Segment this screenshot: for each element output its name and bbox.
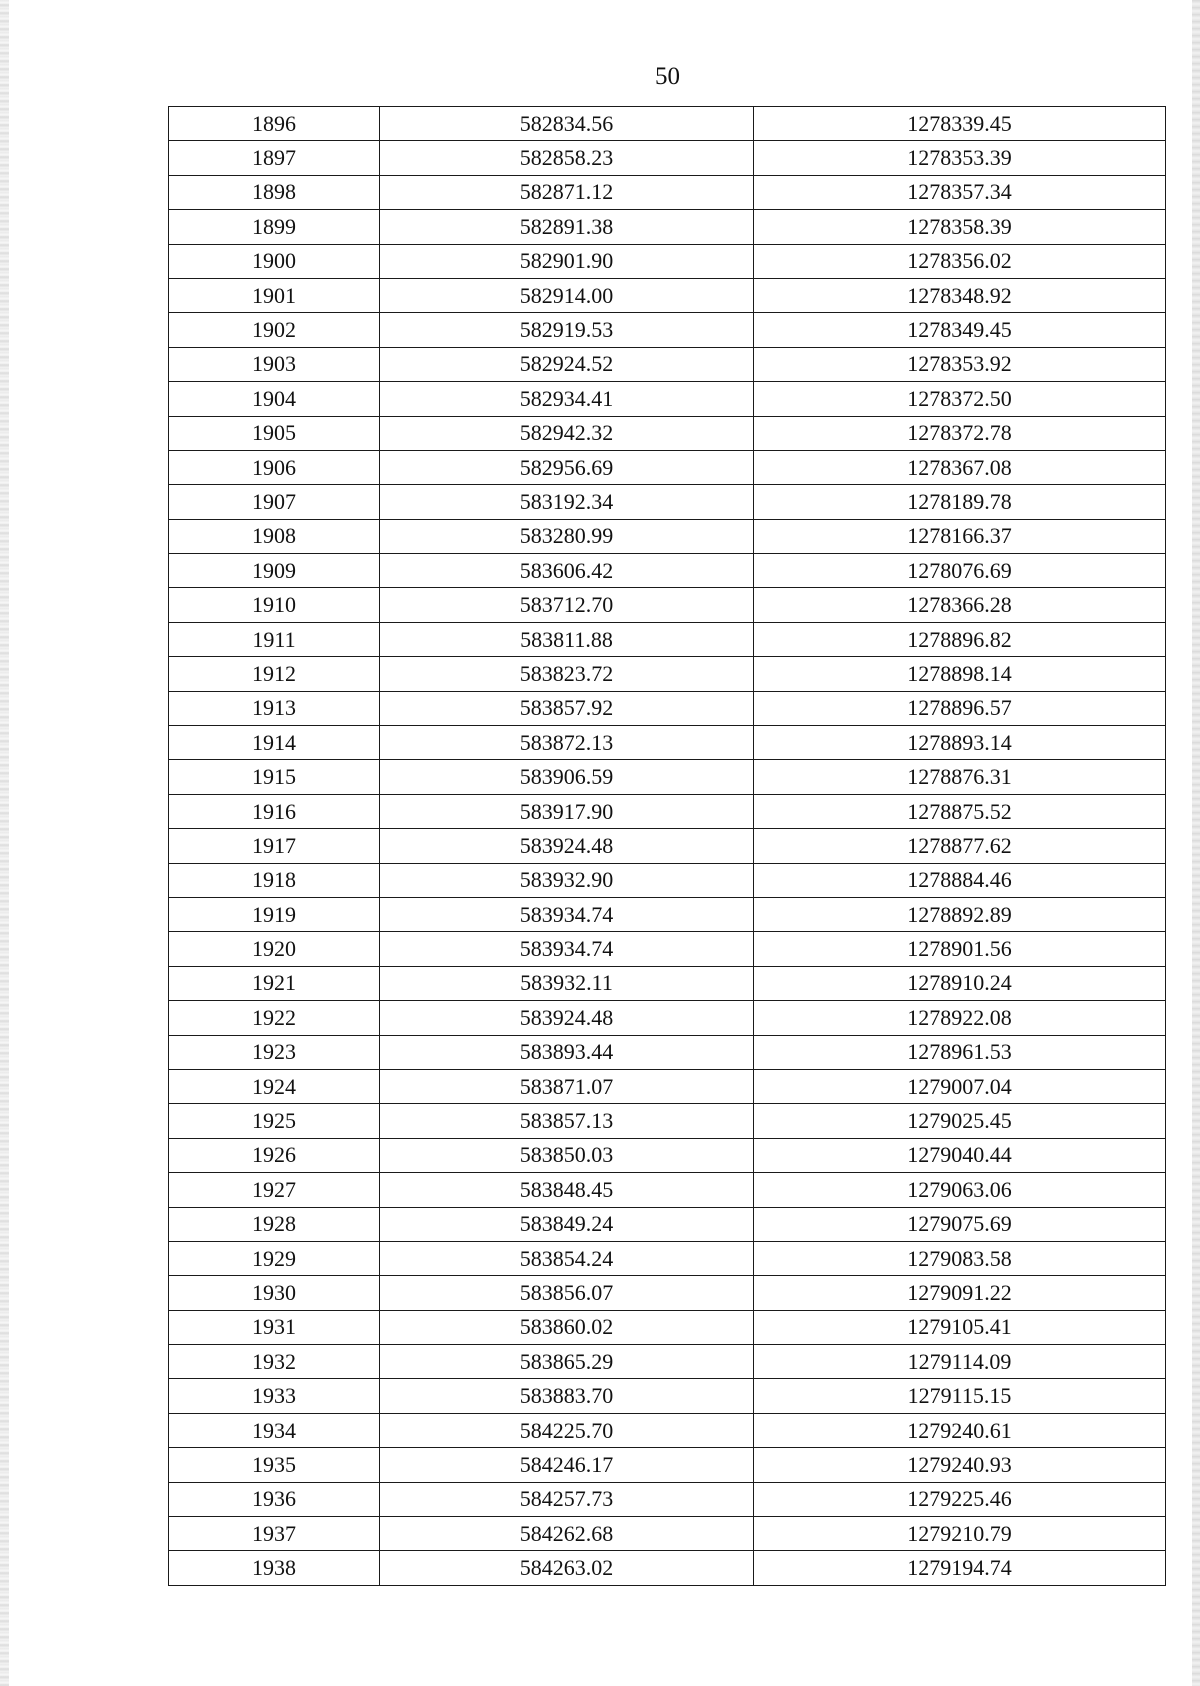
point-number-cell: 1928 <box>169 1207 380 1241</box>
coordinates-table <box>168 106 1166 1586</box>
y-coordinate-cell: 1278372.50 <box>754 382 1166 416</box>
y-coordinate-cell: 1278896.57 <box>754 691 1166 725</box>
table-row <box>169 519 1166 553</box>
x-coordinate-cell: 583932.90 <box>380 863 754 897</box>
y-coordinate-cell: 1279225.46 <box>754 1482 1166 1516</box>
table-row <box>169 1482 1166 1516</box>
y-coordinate-cell: 1279075.69 <box>754 1207 1166 1241</box>
x-coordinate-cell: 582858.23 <box>380 141 754 175</box>
x-coordinate-cell: 583871.07 <box>380 1069 754 1103</box>
y-coordinate-cell: 1279007.04 <box>754 1069 1166 1103</box>
point-number-cell: 1909 <box>169 554 380 588</box>
x-coordinate-cell: 584257.73 <box>380 1482 754 1516</box>
table-row <box>169 1413 1166 1447</box>
table-row <box>169 313 1166 347</box>
point-number-cell: 1927 <box>169 1173 380 1207</box>
y-coordinate-cell: 1278367.08 <box>754 450 1166 484</box>
y-coordinate-cell: 1279040.44 <box>754 1138 1166 1172</box>
point-number-cell: 1918 <box>169 863 380 897</box>
table-row <box>169 1241 1166 1275</box>
point-number-cell: 1899 <box>169 210 380 244</box>
y-coordinate-cell: 1279240.93 <box>754 1448 1166 1482</box>
point-number-cell: 1912 <box>169 657 380 691</box>
x-coordinate-cell: 582891.38 <box>380 210 754 244</box>
point-number-cell: 1925 <box>169 1104 380 1138</box>
point-number-cell: 1896 <box>169 107 380 141</box>
x-coordinate-cell: 583917.90 <box>380 794 754 828</box>
table-row <box>169 141 1166 175</box>
x-coordinate-cell: 583860.02 <box>380 1310 754 1344</box>
y-coordinate-cell: 1278166.37 <box>754 519 1166 553</box>
x-coordinate-cell: 583848.45 <box>380 1173 754 1207</box>
table-row <box>169 657 1166 691</box>
table-row <box>169 416 1166 450</box>
x-coordinate-cell: 582901.90 <box>380 244 754 278</box>
x-coordinate-cell: 582834.56 <box>380 107 754 141</box>
x-coordinate-cell: 583932.11 <box>380 966 754 1000</box>
x-coordinate-cell: 582914.00 <box>380 278 754 312</box>
y-coordinate-cell: 1279240.61 <box>754 1413 1166 1447</box>
scan-edge-left <box>0 0 9 1686</box>
x-coordinate-cell: 583857.92 <box>380 691 754 725</box>
scan-edge-right <box>1192 0 1200 1686</box>
y-coordinate-cell: 1279114.09 <box>754 1345 1166 1379</box>
x-coordinate-cell: 583280.99 <box>380 519 754 553</box>
y-coordinate-cell: 1279115.15 <box>754 1379 1166 1413</box>
point-number-cell: 1911 <box>169 622 380 656</box>
x-coordinate-cell: 583854.24 <box>380 1241 754 1275</box>
y-coordinate-cell: 1278901.56 <box>754 932 1166 966</box>
table-row <box>169 932 1166 966</box>
point-number-cell: 1917 <box>169 829 380 863</box>
x-coordinate-cell: 583924.48 <box>380 829 754 863</box>
x-coordinate-cell: 584225.70 <box>380 1413 754 1447</box>
table-row <box>169 278 1166 312</box>
point-number-cell: 1907 <box>169 485 380 519</box>
x-coordinate-cell: 583906.59 <box>380 760 754 794</box>
point-number-cell: 1924 <box>169 1069 380 1103</box>
table-row <box>169 1069 1166 1103</box>
table-row <box>169 794 1166 828</box>
y-coordinate-cell: 1278892.89 <box>754 897 1166 931</box>
y-coordinate-cell: 1279091.22 <box>754 1276 1166 1310</box>
point-number-cell: 1919 <box>169 897 380 931</box>
y-coordinate-cell: 1278366.28 <box>754 588 1166 622</box>
x-coordinate-cell: 583934.74 <box>380 932 754 966</box>
y-coordinate-cell: 1279194.74 <box>754 1551 1166 1585</box>
point-number-cell: 1936 <box>169 1482 380 1516</box>
point-number-cell: 1921 <box>169 966 380 1000</box>
x-coordinate-cell: 582942.32 <box>380 416 754 450</box>
x-coordinate-cell: 583893.44 <box>380 1035 754 1069</box>
y-coordinate-cell: 1278339.45 <box>754 107 1166 141</box>
point-number-cell: 1901 <box>169 278 380 312</box>
y-coordinate-cell: 1278898.14 <box>754 657 1166 691</box>
point-number-cell: 1931 <box>169 1310 380 1344</box>
point-number-cell: 1923 <box>169 1035 380 1069</box>
table-row <box>169 588 1166 622</box>
y-coordinate-cell: 1278353.39 <box>754 141 1166 175</box>
x-coordinate-cell: 583823.72 <box>380 657 754 691</box>
point-number-cell: 1914 <box>169 726 380 760</box>
y-coordinate-cell: 1278961.53 <box>754 1035 1166 1069</box>
table-row <box>169 1173 1166 1207</box>
point-number-cell: 1929 <box>169 1241 380 1275</box>
table-row <box>169 1345 1166 1379</box>
point-number-cell: 1905 <box>169 416 380 450</box>
x-coordinate-cell: 583872.13 <box>380 726 754 760</box>
table-row <box>169 863 1166 897</box>
x-coordinate-cell: 583934.74 <box>380 897 754 931</box>
table-row <box>169 1517 1166 1551</box>
y-coordinate-cell: 1278372.78 <box>754 416 1166 450</box>
x-coordinate-cell: 583924.48 <box>380 1001 754 1035</box>
table-row <box>169 966 1166 1000</box>
y-coordinate-cell: 1278922.08 <box>754 1001 1166 1035</box>
point-number-cell: 1903 <box>169 347 380 381</box>
y-coordinate-cell: 1279105.41 <box>754 1310 1166 1344</box>
table-row <box>169 175 1166 209</box>
y-coordinate-cell: 1279083.58 <box>754 1241 1166 1275</box>
page-number: 50 <box>655 63 680 90</box>
x-coordinate-cell: 584262.68 <box>380 1517 754 1551</box>
table-row <box>169 829 1166 863</box>
point-number-cell: 1900 <box>169 244 380 278</box>
point-number-cell: 1916 <box>169 794 380 828</box>
table-row <box>169 485 1166 519</box>
point-number-cell: 1897 <box>169 141 380 175</box>
y-coordinate-cell: 1278877.62 <box>754 829 1166 863</box>
table-row <box>169 1379 1166 1413</box>
point-number-cell: 1915 <box>169 760 380 794</box>
point-number-cell: 1910 <box>169 588 380 622</box>
x-coordinate-cell: 583857.13 <box>380 1104 754 1138</box>
point-number-cell: 1913 <box>169 691 380 725</box>
table-row <box>169 554 1166 588</box>
y-coordinate-cell: 1278876.31 <box>754 760 1166 794</box>
table-row <box>169 1207 1166 1241</box>
x-coordinate-cell: 583192.34 <box>380 485 754 519</box>
table-row <box>169 1310 1166 1344</box>
table-row <box>169 1104 1166 1138</box>
y-coordinate-cell: 1279210.79 <box>754 1517 1166 1551</box>
x-coordinate-cell: 583850.03 <box>380 1138 754 1172</box>
point-number-cell: 1898 <box>169 175 380 209</box>
y-coordinate-cell: 1278875.52 <box>754 794 1166 828</box>
table-row <box>169 1138 1166 1172</box>
y-coordinate-cell: 1278356.02 <box>754 244 1166 278</box>
y-coordinate-cell: 1278358.39 <box>754 210 1166 244</box>
y-coordinate-cell: 1279025.45 <box>754 1104 1166 1138</box>
table-row <box>169 760 1166 794</box>
y-coordinate-cell: 1278349.45 <box>754 313 1166 347</box>
table-row <box>169 244 1166 278</box>
table-row <box>169 1276 1166 1310</box>
table-row <box>169 382 1166 416</box>
point-number-cell: 1904 <box>169 382 380 416</box>
table-row <box>169 691 1166 725</box>
coordinates-table-body <box>169 107 1166 1586</box>
y-coordinate-cell: 1278189.78 <box>754 485 1166 519</box>
table-row <box>169 622 1166 656</box>
x-coordinate-cell: 584263.02 <box>380 1551 754 1585</box>
y-coordinate-cell: 1278353.92 <box>754 347 1166 381</box>
x-coordinate-cell: 582871.12 <box>380 175 754 209</box>
table-row <box>169 897 1166 931</box>
point-number-cell: 1906 <box>169 450 380 484</box>
y-coordinate-cell: 1278076.69 <box>754 554 1166 588</box>
table-row <box>169 347 1166 381</box>
y-coordinate-cell: 1278357.34 <box>754 175 1166 209</box>
point-number-cell: 1922 <box>169 1001 380 1035</box>
table-row <box>169 450 1166 484</box>
y-coordinate-cell: 1278896.82 <box>754 622 1166 656</box>
x-coordinate-cell: 583865.29 <box>380 1345 754 1379</box>
y-coordinate-cell: 1278910.24 <box>754 966 1166 1000</box>
table-row <box>169 1448 1166 1482</box>
x-coordinate-cell: 582924.52 <box>380 347 754 381</box>
table-row <box>169 210 1166 244</box>
x-coordinate-cell: 583606.42 <box>380 554 754 588</box>
point-number-cell: 1930 <box>169 1276 380 1310</box>
table-row <box>169 1551 1166 1585</box>
x-coordinate-cell: 583849.24 <box>380 1207 754 1241</box>
y-coordinate-cell: 1278348.92 <box>754 278 1166 312</box>
table-row <box>169 726 1166 760</box>
point-number-cell: 1926 <box>169 1138 380 1172</box>
x-coordinate-cell: 583712.70 <box>380 588 754 622</box>
table-row <box>169 1001 1166 1035</box>
y-coordinate-cell: 1278893.14 <box>754 726 1166 760</box>
point-number-cell: 1937 <box>169 1517 380 1551</box>
x-coordinate-cell: 582919.53 <box>380 313 754 347</box>
point-number-cell: 1920 <box>169 932 380 966</box>
point-number-cell: 1935 <box>169 1448 380 1482</box>
point-number-cell: 1934 <box>169 1413 380 1447</box>
table-row <box>169 1035 1166 1069</box>
x-coordinate-cell: 584246.17 <box>380 1448 754 1482</box>
point-number-cell: 1932 <box>169 1345 380 1379</box>
x-coordinate-cell: 582956.69 <box>380 450 754 484</box>
y-coordinate-cell: 1279063.06 <box>754 1173 1166 1207</box>
x-coordinate-cell: 583811.88 <box>380 622 754 656</box>
point-number-cell: 1933 <box>169 1379 380 1413</box>
point-number-cell: 1938 <box>169 1551 380 1585</box>
table-row <box>169 107 1166 141</box>
point-number-cell: 1902 <box>169 313 380 347</box>
point-number-cell: 1908 <box>169 519 380 553</box>
x-coordinate-cell: 582934.41 <box>380 382 754 416</box>
y-coordinate-cell: 1278884.46 <box>754 863 1166 897</box>
x-coordinate-cell: 583856.07 <box>380 1276 754 1310</box>
x-coordinate-cell: 583883.70 <box>380 1379 754 1413</box>
